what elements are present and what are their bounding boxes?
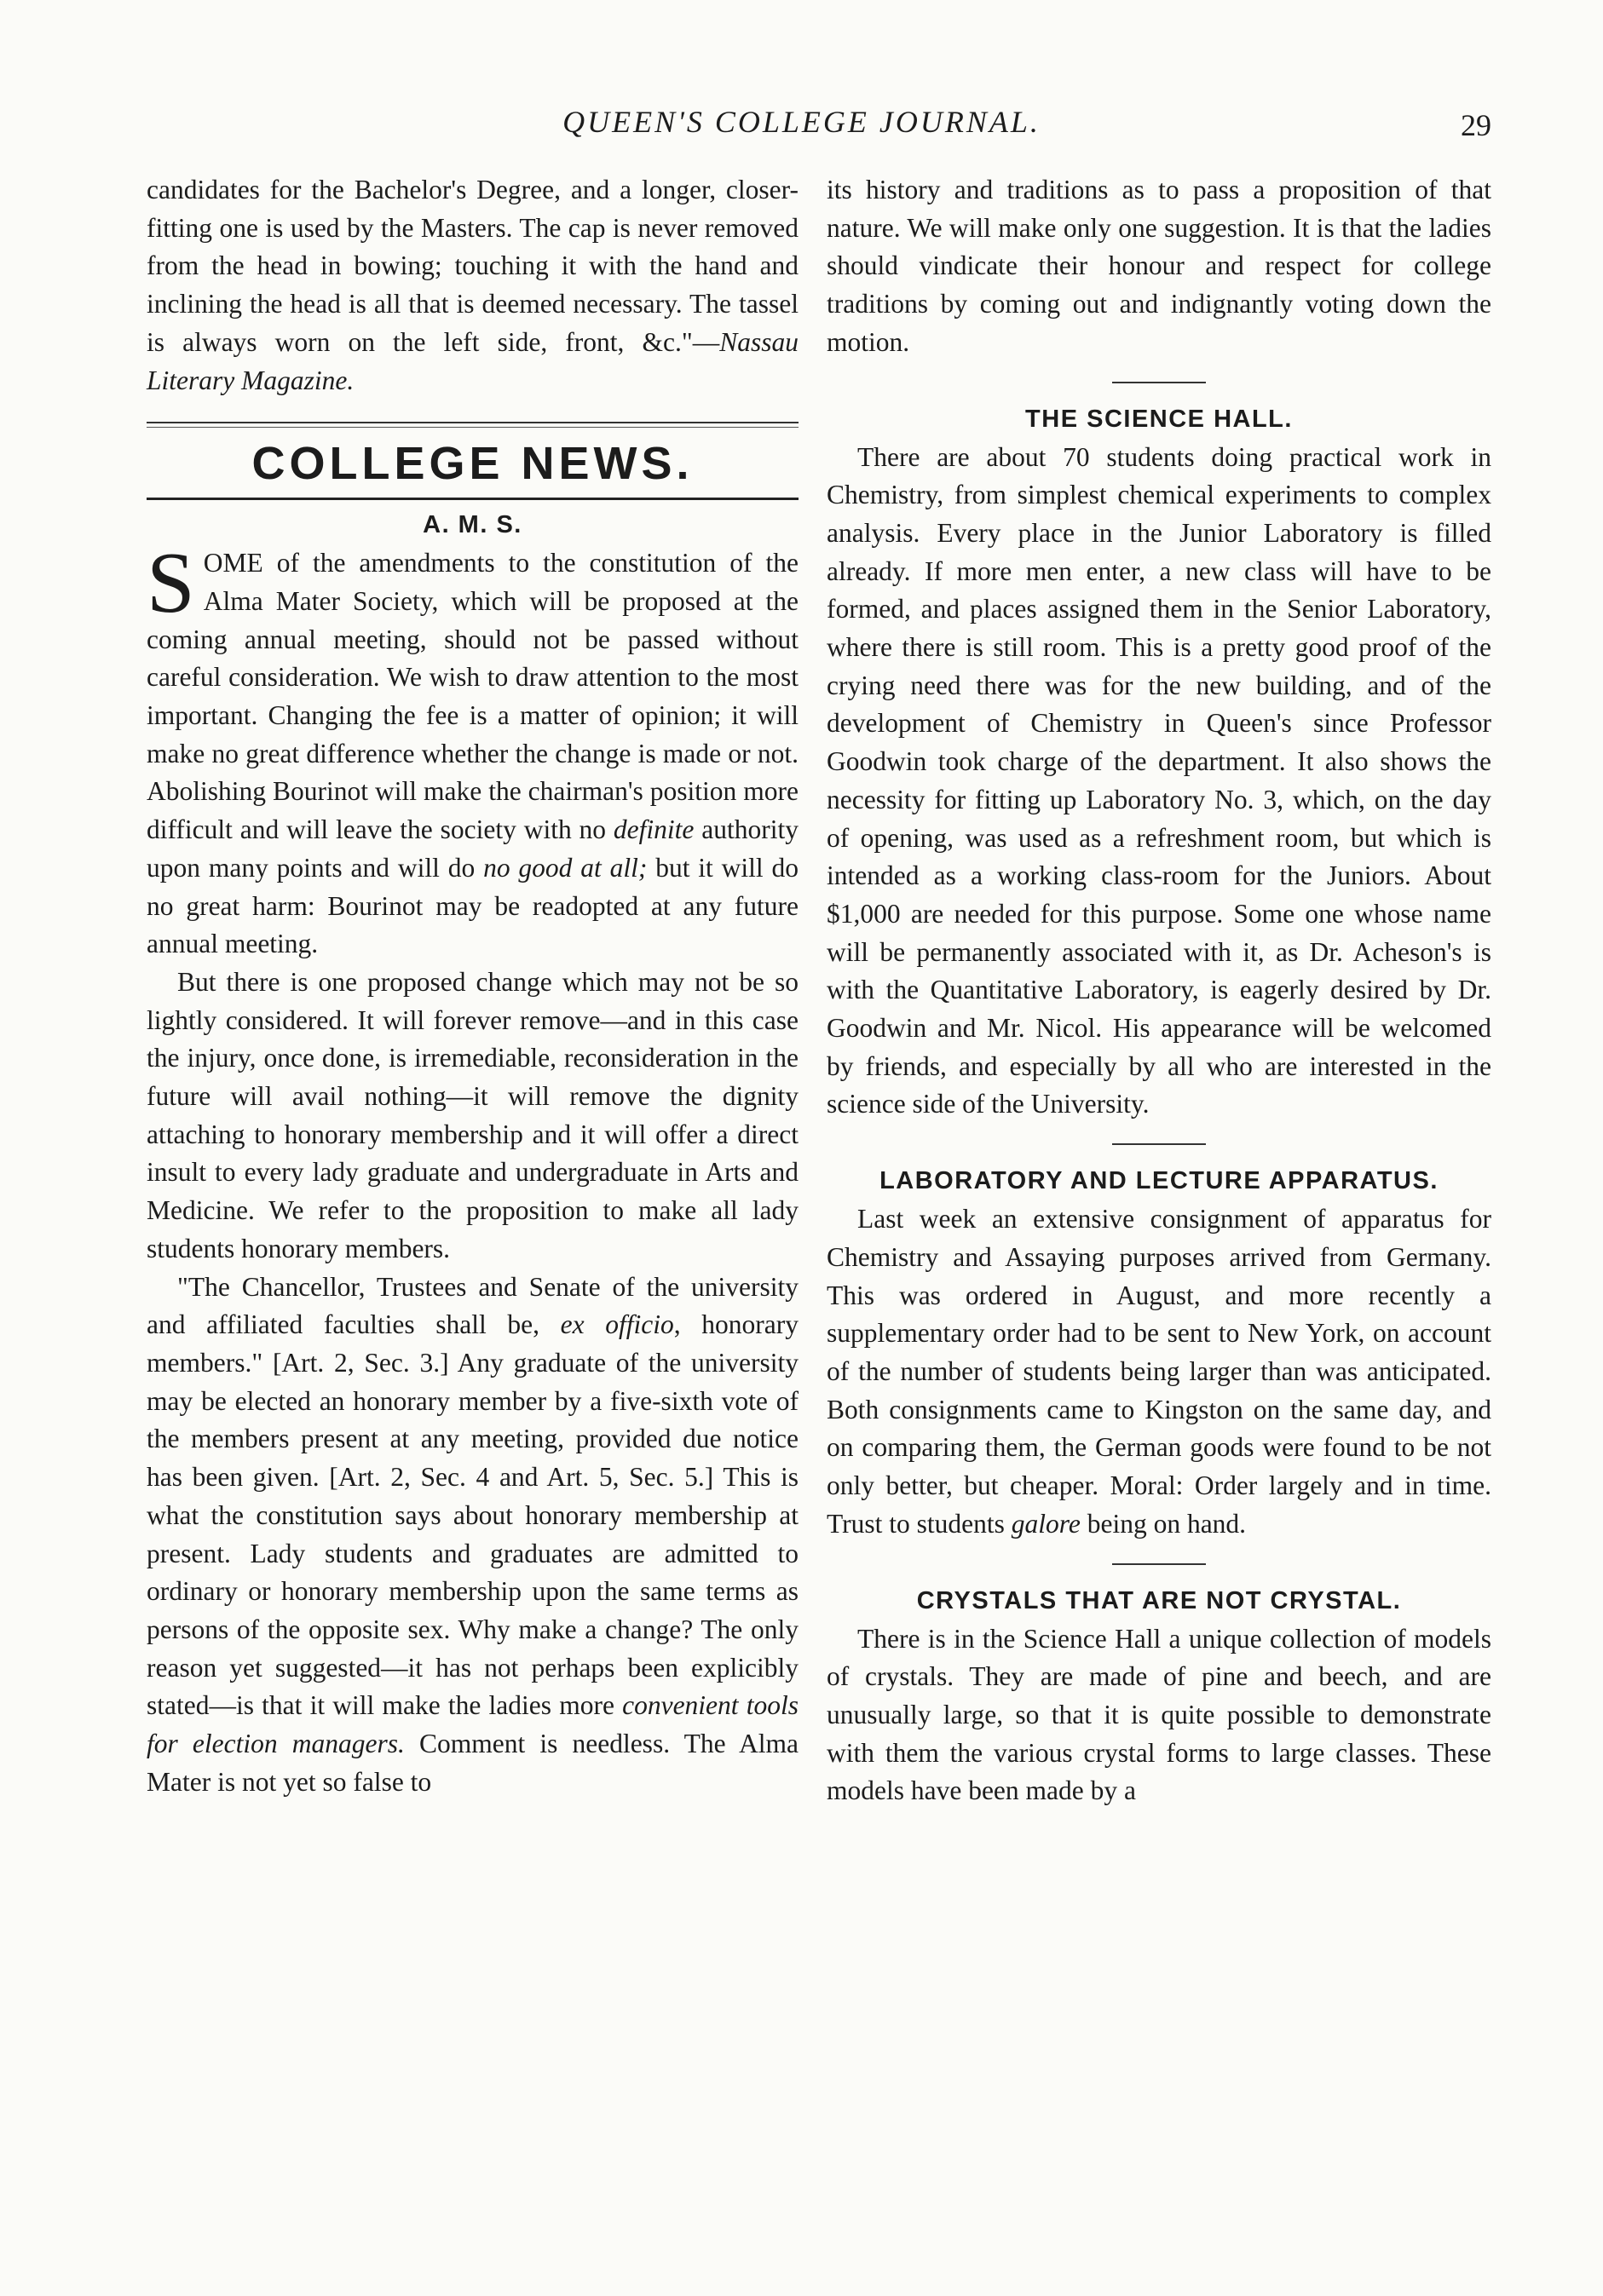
section-divider bbox=[827, 362, 1491, 401]
laboratory-emphasis: galore bbox=[1011, 1508, 1081, 1539]
right-column bbox=[827, 171, 1491, 1810]
page-number: 29 bbox=[1461, 108, 1491, 142]
section-banner: COLLEGE NEWS. bbox=[251, 438, 694, 490]
ams-emphasis-1: definite bbox=[613, 814, 695, 845]
laboratory-paragraph bbox=[827, 1200, 1491, 1543]
running-head bbox=[0, 104, 1603, 155]
drop-cap: S bbox=[147, 535, 195, 632]
ams-text-1a: OME of the amendments to the constitution of the Alma Mater Society, which will be proposed at the coming annual meeting, should not be passed without careful consideration. We wish to draw attention to the most important. Changing the fee is a matter of opinion; it will make no great difference whether the change is made or not. Abolishing Bourinot will make the chairman's position more difficult and will leave the society with no bbox=[147, 548, 799, 845]
ams-text-3c: Comment is needless. The Alma Mater is not yet so false to bbox=[147, 1729, 799, 1797]
source-attribution: Nassau Literary Magazine. bbox=[147, 326, 799, 395]
ams-emphasis-2: no good at all; bbox=[483, 852, 648, 883]
laboratory-text-b: being on hand. bbox=[1080, 1508, 1247, 1539]
ams-heading: A. M. S. bbox=[423, 511, 522, 539]
ams-text-1c: but it will do no great harm: Bourinot may be readopted at any future annual meeting. bbox=[147, 852, 799, 959]
crystals-heading: CRYSTALS THAT ARE NOT CRYSTAL. bbox=[916, 1586, 1402, 1614]
ams-text-1b: authority upon many points and will do bbox=[147, 814, 799, 883]
continued-article bbox=[147, 171, 799, 400]
ams-continuation: its history and traditions as to pass a proposition of that nature. We will make only one suggestion. It is that the ladies should vindicate their honour and respect for college traditions by coming out and indignantly voting down the motion. bbox=[827, 175, 1491, 357]
double-rule bbox=[147, 422, 799, 428]
laboratory-text-a: Last week an extensive consignment of apparatus for Chemistry and Assaying purposes arrived from Germany. This was ordered in August, and more recently a supplementary order had to be sent to New York, on account of the number of students being larger than was anticipated. Both consignments came to Kingston on the same day, and on comparing them, the German goods were found to be not only better, but cheaper. Moral: Order largely and in time. Trust to students bbox=[827, 1204, 1491, 1539]
ams-emphasis-4: convenient tools for election managers. bbox=[147, 1690, 799, 1759]
ams-paragraph-2: But there is one proposed change which may not be so lightly considered. It will forever remove—and in this case the injury, once done, is irremediable, reconsideration in the future will avail nothing—it will remove the dignity attaching to honorary membership and it will offer a direct insult to every lady graduate and undergraduate in Arts and Medicine. We refer to the proposition to make all lady students honorary members. bbox=[147, 966, 799, 1263]
journal-title: QUEEN'S COLLEGE JOURNAL. bbox=[562, 105, 1041, 139]
left-column bbox=[147, 171, 799, 1801]
ams-paragraph-1 bbox=[147, 535, 799, 964]
section-divider bbox=[827, 1124, 1491, 1163]
ams-paragraph-3 bbox=[147, 1269, 799, 1802]
laboratory-heading: LABORATORY AND LECTURE APPARATUS. bbox=[879, 1167, 1439, 1195]
science-hall-paragraph: There are about 70 students doing practical work in Chemistry, from simplest chemical experiments to complex analysis. Every place in the Junior Laboratory is filled already. If more men enter, a new class will have to be formed, and places assigned them in the Senior Laboratory, where there is still room. This is a pretty good proof of the crying need there was for the new building, and of the development of Chemistry in Queen's since Professor Goodwin took charge of the department. It also shows the necessity for fitting up Laboratory No. 3, which, on the day of opening, was used as a refreshment room, but which is intended as a working class-room for the Juniors. About $1,000 are needed for this purpose. Some one whose name will be permanently associated with it, as Dr. Acheson's is with the Quantitative Laboratory, is eagerly desired by Dr. Goodwin and Mr. Nicol. His appearance will be welcomed by friends, and especially by all who are interested in the science side of the University. bbox=[827, 441, 1491, 1119]
crystals-paragraph: There is in the Science Hall a unique collection of models of crystals. They are made of pine and beech, and are unusually large, so that it is quite possible to demonstrate with them the various crystal forms to large classes. These models have been made by a bbox=[827, 1623, 1491, 1806]
banner-rule bbox=[147, 498, 799, 500]
section-divider bbox=[827, 1544, 1491, 1583]
ams-text-3a: "The Chancellor, Trustees and Senate of the university and affiliated faculties shall be, bbox=[147, 1271, 799, 1340]
ams-text-3b: , honorary members." [Art. 2, Sec. 3.] Any graduate of the university may be elected an honorary member by a five-sixth vote of the members present at any meeting, provided due notice has been given. [Art. 2, Sec. 4 and Art. 5, Sec. 5.] This is what the constitution says about honorary membership at present. Lady students and graduates are admitted to ordinary or honorary membership upon the same terms as persons of the opposite sex. Why make a change? The only reason yet suggested—it has not perhaps been explicibly stated—is that it will make the ladies more bbox=[147, 1309, 799, 1721]
continued-text: candidates for the Bachelor's Degree, and a longer, closer-fitting one is used by the Masters. The cap is never removed from the head in bowing; touching it with the hand and inclining the head is all that is deemed necessary. The tassel is always worn on the left side, front, &c."— bbox=[147, 175, 799, 357]
ams-emphasis-3: ex officio bbox=[560, 1309, 674, 1340]
science-hall-heading: THE SCIENCE HALL. bbox=[1025, 405, 1293, 433]
